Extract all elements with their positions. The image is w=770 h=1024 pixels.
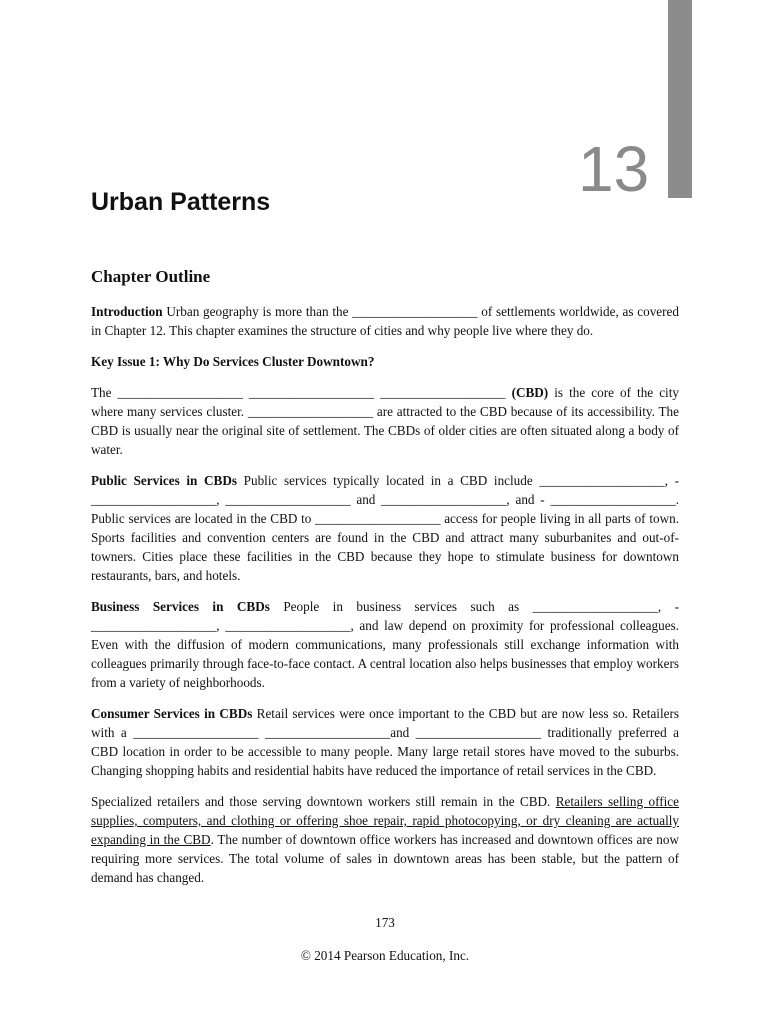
specialized-text-b: . The number of downtown office workers has increased and downtown offices are now requiring more services. The total volume of sales in downtown areas has been stable, but the pattern of demand has changed. [91, 832, 679, 885]
copyright-notice: © 2014 Pearson Education, Inc. [300, 948, 470, 963]
key-issue-heading: Key Issue 1: Why Do Services Cluster Downtown? [91, 354, 375, 369]
business-services-text: People in business services such as ___________________, - ___________________, ___________________, and law depend on proximity for professional colleagues. Even with the diffusion of modern communications, many professionals still exchange information with colleagues primarily through face-to-face contact. A central location also helps businesses that employ workers from a variety of neighborhoods. [91, 599, 679, 690]
chapter-outline-heading: Chapter Outline [91, 267, 211, 286]
public-services-label: Public Services in CBDs [91, 473, 237, 488]
cbd-abbrev: (CBD) [511, 385, 549, 400]
business-services-label: Business Services in CBDs [91, 599, 270, 614]
intro-label: Introduction [91, 304, 163, 319]
intro-text: Urban geography is more than the ___________________ of settlements worldwide, as covered in Chapter 12. This chapter examines the structure of cities and why people live where they do. [91, 304, 679, 338]
page-number: 173 [375, 915, 395, 930]
chapter-tab-bar [668, 0, 692, 198]
chapter-title: Urban Patterns [91, 188, 271, 216]
specialized-underlined-text: Retailers selling office supplies, computers, and clothing or offering shoe repair, rapid photocopying, or dry cleaning are actually expanding in the CBD [91, 794, 679, 847]
consumer-services-paragraph [91, 704, 679, 780]
business-services-paragraph [91, 597, 679, 692]
specialized-text-a: Specialized retailers and those serving downtown workers still remain in the CBD. [91, 794, 556, 809]
intro-paragraph [91, 302, 679, 340]
public-services-text: Public services typically located in a CBD include ___________________, - ___________________, ___________________ and ___________________, and - ___________________. Public services are located in the CBD to ___________________ access for people living in all parts of town. Sports facilities and convention centers are found in the CBD and attract many suburbanites and out-of-towners. Cities place these facilities in the CBD because they hope to stimulate business for downtown restaurants, bars, and hotels. [91, 473, 680, 583]
cbd-text-a: The ___________________ ___________________ ___________________ [91, 385, 512, 400]
cbd-paragraph [91, 383, 679, 459]
consumer-services-text: Retail services were once important to the CBD but are now less so. Retailers with a ___________________ ___________________and ___________________ traditionally preferred a CBD location in order to be accessible to many people. Many large retail stores have moved to the suburbs. Changing shopping habits and residential habits have reduced the importance of retail services in the CBD. [91, 706, 680, 778]
cbd-text-b: is the core of the city where many services cluster. ___________________ are attracted to the CBD because of its accessibility. The CBD is usually near the original site of settlement. The CBDs of older cities are often situated along a body of water. [91, 385, 679, 457]
chapter-number: 13 [578, 133, 650, 205]
public-services-paragraph [91, 471, 679, 585]
specialized-retailers-paragraph [91, 792, 679, 887]
chapter-outline-body [91, 302, 679, 899]
consumer-services-label: Consumer Services in CBDs [91, 706, 253, 721]
